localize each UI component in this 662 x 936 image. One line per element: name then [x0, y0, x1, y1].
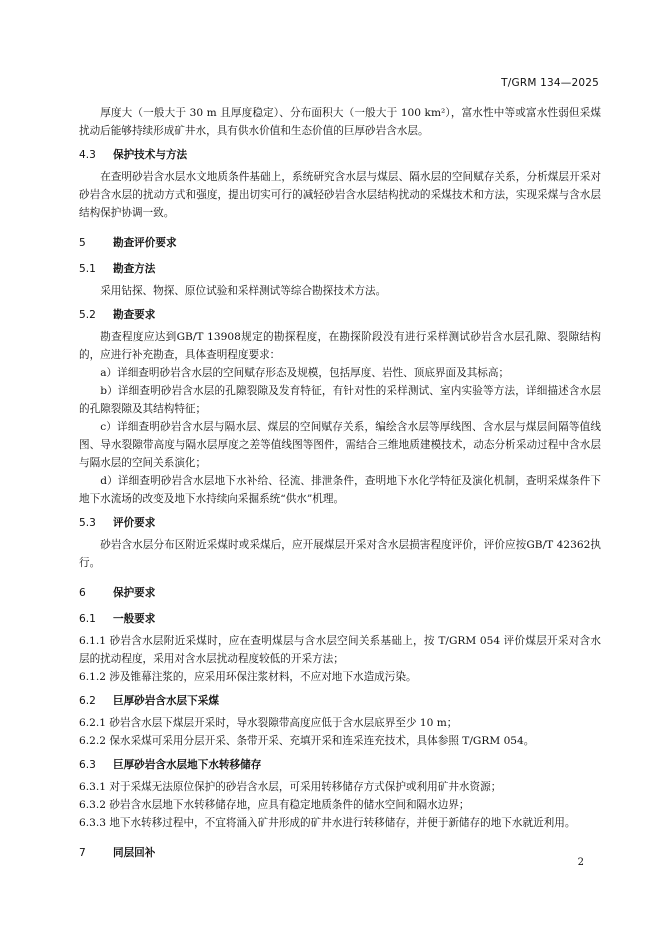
section-heading-5-3: 5.3 评价要求 [79, 517, 156, 529]
paragraph: 勘查程度应达到GB/T 13908规定的勘探程度，在勘探阶段没有进行采样测试砂岩含水层孔隙、裂隙结构的，应进行补充勘查，具体查明程度要求： [79, 331, 601, 361]
section-heading-6-3: 6.3 巨厚砂岩含水层地下水转移储存 [79, 759, 262, 771]
list-item-d: d）详细查明砂岩含水层地下水补给、径流、排泄条件，查明地下水化学特征及演化机制，查明采煤条件下地下水流场的改变及地下水持续向采掘系统“供水”机理。 [79, 475, 601, 505]
paragraph: 砂岩含水层分布区附近采煤时或采煤后，应开展煤层开采对含水层损害程度评价，评价应按GB/T 42362执行。 [79, 539, 601, 569]
document-code: T/GRM 134—2025 [501, 77, 599, 89]
section-heading-7: 7 同层回补 [79, 847, 156, 859]
clause-6-1-1: 6.1.1 砂岩含水层附近采煤时，应在查明煤层与含水层空间关系基础上，按 T/GRM 054 评价煤层开采对含水层的扰动程度，采用对含水层扰动程度较低的开采方法； [79, 635, 601, 665]
section-heading-5: 5 勘查评价要求 [79, 237, 177, 249]
list-item-b: b）详细查明砂岩含水层的孔隙裂隙及发育特征，有针对性的采样测试、室内实验等方法，详细描述含水层的孔隙裂隙及其结构特征； [79, 385, 601, 415]
clause-6-3-1: 6.3.1 对于采煤无法原位保护的砂岩含水层，可采用转移储存方式保护或利用矿井水资源； [79, 781, 502, 793]
clause-6-1-2: 6.1.2 涉及锥幕注浆的，应采用环保注浆材料，不应对地下水造成污染。 [79, 671, 417, 683]
paragraph: 采用钻探、物探、原位试验和采样测试等综合勘探技术方法。 [100, 285, 387, 297]
list-item-c: c）详细查明砂岩含水层与隔水层、煤层的空间赋存关系，编绘含水层等厚线图、含水层与煤层间隔等值线图、导水裂隙带高度与隔水层厚度之差等值线图等图件，需结合三维地质建模技术，动态分析采动过程中含水层与隔水层的空间关系演化； [79, 421, 601, 469]
section-heading-5-1: 5.1 勘查方法 [79, 263, 156, 275]
section-heading-4-3: 4.3 保护技术与方法 [79, 149, 188, 161]
section-heading-6-2: 6.2 巨厚砂岩含水层下采煤 [79, 695, 219, 707]
paragraph: 在查明砂岩含水层水文地质条件基础上，系统研究含水层与煤层、隔水层的空间赋存关系，分析煤层开采对砂岩含水层的扰动方式和强度，提出切实可行的减轻砂岩含水层结构扰动的采煤技术和方法，实现采煤与含水层结构保护协调一致。 [79, 171, 601, 219]
clause-6-3-2: 6.3.2 砂岩含水层地下水转移储存地，应具有稳定地质条件的储水空间和隔水边界； [79, 799, 470, 811]
section-heading-6: 6 保护要求 [79, 587, 156, 599]
clause-6-2-2: 6.2.2 保水采煤可采用分层开采、条带开采、充填开采和连采连充技术，具体参照 T/GRM 054。 [79, 735, 535, 747]
clause-6-3-3: 6.3.3 地下水转移过程中，不宜将涌入矿井形成的矿井水进行转移储存，并便于新储存的地下水就近利用。 [79, 817, 576, 829]
paragraph: 厚度大（一般大于 30 m 且厚度稳定）、分布面积大（一般大于 100 km²），富水性中等或富水性弱但采煤扰动后能够持续形成矿井水，具有供水价值和生态价值的巨厚砂岩含水层。 [79, 107, 601, 137]
clause-6-2-1: 6.2.1 砂岩含水层下煤层开采时，导水裂隙带高度应低于含水层底界至少 10 m； [79, 717, 458, 729]
list-item-a: a）详细查明砂岩含水层的空间赋存形态及规模，包括厚度、岩性、顶底界面及其标高； [100, 367, 510, 379]
document-body [79, 104, 601, 870]
section-heading-6-1: 6.1 一般要求 [79, 613, 156, 625]
page-number: 2 [577, 857, 584, 868]
section-heading-5-2: 5.2 勘查要求 [79, 309, 156, 321]
